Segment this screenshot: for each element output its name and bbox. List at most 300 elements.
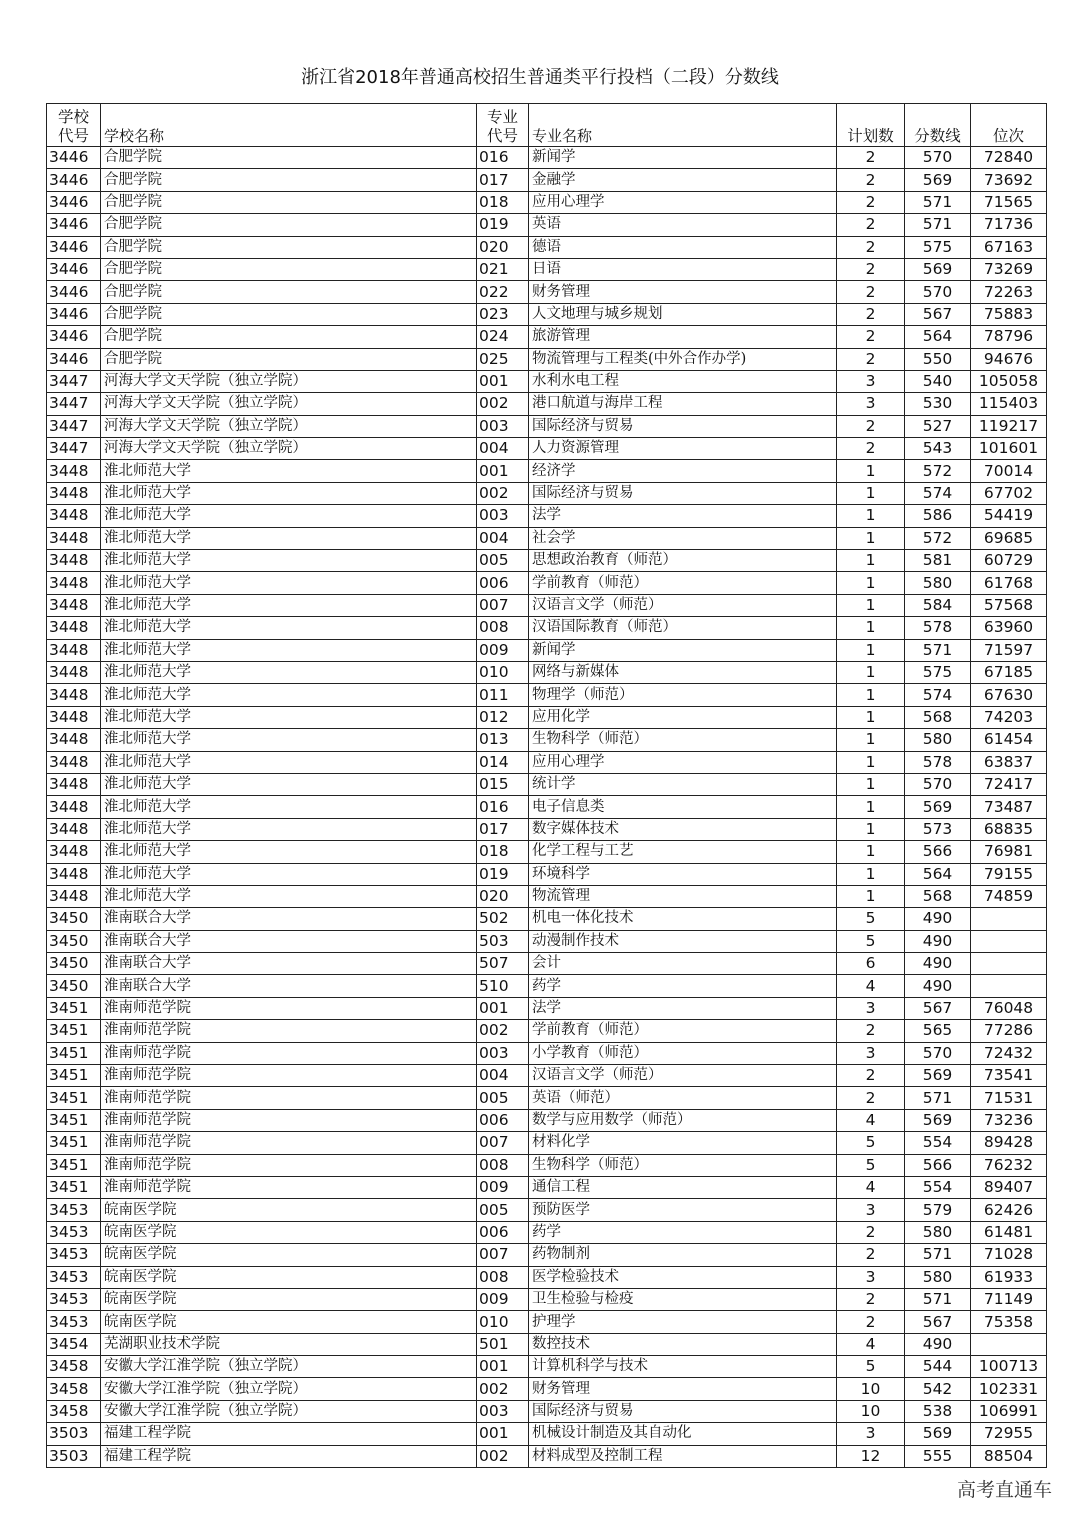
plan-cell: 4 (837, 1176, 905, 1198)
table-row (47, 438, 1047, 460)
plan-cell: 1 (837, 505, 905, 527)
school-code-cell: 3446 (47, 326, 101, 348)
major-code-cell: 012 (477, 706, 529, 728)
major-code-cell: 014 (477, 751, 529, 773)
score-cell: 544 (905, 1356, 971, 1378)
plan-cell: 1 (837, 751, 905, 773)
score-cell: 564 (905, 863, 971, 885)
major-code-cell: 018 (477, 841, 529, 863)
rank-cell: 89428 (971, 1132, 1047, 1154)
table-row (47, 370, 1047, 392)
score-cell: 490 (905, 1333, 971, 1355)
table-row (47, 818, 1047, 840)
table-row (47, 1400, 1047, 1422)
plan-cell: 1 (837, 460, 905, 482)
table-row (47, 393, 1047, 415)
major-name-cell: 水利水电工程 (529, 370, 837, 392)
score-cell: 571 (905, 214, 971, 236)
major-code-cell: 001 (477, 1423, 529, 1445)
table-row (47, 841, 1047, 863)
rank-cell: 76232 (971, 1154, 1047, 1176)
score-cell: 569 (905, 169, 971, 191)
major-name-cell: 护理学 (529, 1311, 837, 1333)
major-name-cell: 人文地理与城乡规划 (529, 303, 837, 325)
rank-cell: 76048 (971, 997, 1047, 1019)
school-code-cell: 3448 (47, 706, 101, 728)
rank-cell: 70014 (971, 460, 1047, 482)
school-name-cell: 淮北师范大学 (101, 550, 477, 572)
school-code-cell: 3453 (47, 1221, 101, 1243)
table-row (47, 639, 1047, 661)
school-name-cell: 淮北师范大学 (101, 661, 477, 683)
rank-cell: 61454 (971, 729, 1047, 751)
major-code-cell: 002 (477, 482, 529, 504)
major-name-cell: 旅游管理 (529, 326, 837, 348)
school-name-cell: 淮南师范学院 (101, 1154, 477, 1176)
major-name-cell: 汉语言文学（师范） (529, 594, 837, 616)
major-code-cell: 001 (477, 997, 529, 1019)
score-cell: 572 (905, 527, 971, 549)
major-name-cell: 机电一体化技术 (529, 908, 837, 930)
score-cell: 565 (905, 1020, 971, 1042)
major-name-cell: 统计学 (529, 773, 837, 795)
major-code-cell: 022 (477, 281, 529, 303)
school-code-cell: 3446 (47, 303, 101, 325)
page-title: 浙江省2018年普通高校招生普通类平行投档（二段）分数线 (301, 67, 779, 88)
major-code-cell: 001 (477, 370, 529, 392)
header-school-code-line1: 学校 (57, 108, 89, 126)
school-name-cell: 合肥学院 (101, 348, 477, 370)
school-code-cell: 3451 (47, 997, 101, 1019)
school-code-cell: 3447 (47, 438, 101, 460)
major-name-cell: 法学 (529, 997, 837, 1019)
major-code-cell: 021 (477, 258, 529, 280)
rank-cell (971, 908, 1047, 930)
score-cell: 571 (905, 1244, 971, 1266)
rank-cell: 71597 (971, 639, 1047, 661)
score-cell: 574 (905, 482, 971, 504)
header-rank: 位次 (971, 104, 1047, 147)
school-code-cell: 3448 (47, 617, 101, 639)
major-code-cell: 015 (477, 773, 529, 795)
score-cell: 530 (905, 393, 971, 415)
rank-cell: 67630 (971, 684, 1047, 706)
major-code-cell: 006 (477, 1221, 529, 1243)
major-code-cell: 011 (477, 684, 529, 706)
score-cell: 543 (905, 438, 971, 460)
rank-cell: 71149 (971, 1288, 1047, 1310)
school-name-cell: 淮北师范大学 (101, 617, 477, 639)
major-code-cell: 002 (477, 393, 529, 415)
score-cell: 567 (905, 997, 971, 1019)
score-cell: 579 (905, 1199, 971, 1221)
rank-cell: 79155 (971, 863, 1047, 885)
school-code-cell: 3453 (47, 1311, 101, 1333)
rank-cell (971, 975, 1047, 997)
major-code-cell: 010 (477, 1311, 529, 1333)
school-name-cell: 淮北师范大学 (101, 773, 477, 795)
major-name-cell: 药学 (529, 1221, 837, 1243)
plan-cell: 2 (837, 281, 905, 303)
table-row (47, 572, 1047, 594)
school-name-cell: 河海大学文天学院（独立学院） (101, 415, 477, 437)
major-code-cell: 003 (477, 415, 529, 437)
table-row (47, 975, 1047, 997)
rank-cell: 106991 (971, 1400, 1047, 1422)
score-cell: 569 (905, 258, 971, 280)
school-name-cell: 淮北师范大学 (101, 729, 477, 751)
rank-cell: 74203 (971, 706, 1047, 728)
score-cell: 569 (905, 1423, 971, 1445)
major-code-cell: 009 (477, 1288, 529, 1310)
table-row (47, 661, 1047, 683)
school-name-cell: 淮北师范大学 (101, 841, 477, 863)
school-name-cell: 合肥学院 (101, 236, 477, 258)
major-name-cell: 通信工程 (529, 1176, 837, 1198)
table-row (47, 773, 1047, 795)
school-name-cell: 合肥学院 (101, 281, 477, 303)
score-cell: 564 (905, 326, 971, 348)
table-row (47, 997, 1047, 1019)
table-row (47, 281, 1047, 303)
table-row (47, 796, 1047, 818)
score-cell: 554 (905, 1176, 971, 1198)
plan-cell: 3 (837, 393, 905, 415)
major-code-cell: 016 (477, 147, 529, 169)
major-name-cell: 材料成型及控制工程 (529, 1445, 837, 1467)
plan-cell: 2 (837, 214, 905, 236)
school-code-cell: 3454 (47, 1333, 101, 1355)
major-name-cell: 生物科学（师范） (529, 1154, 837, 1176)
major-code-cell: 002 (477, 1378, 529, 1400)
major-name-cell: 小学教育（师范） (529, 1042, 837, 1064)
plan-cell: 1 (837, 885, 905, 907)
major-name-cell: 会计 (529, 953, 837, 975)
rank-cell: 89407 (971, 1176, 1047, 1198)
plan-cell: 2 (837, 1020, 905, 1042)
header-major-code-line2: 代号 (486, 127, 518, 145)
score-table (46, 103, 1047, 1468)
rank-cell: 100713 (971, 1356, 1047, 1378)
major-name-cell: 社会学 (529, 527, 837, 549)
major-code-cell: 004 (477, 1065, 529, 1087)
major-name-cell: 药物制剂 (529, 1244, 837, 1266)
major-code-cell: 013 (477, 729, 529, 751)
header-major-name: 专业名称 (529, 104, 837, 147)
major-code-cell: 501 (477, 1333, 529, 1355)
school-code-cell: 3446 (47, 169, 101, 191)
rank-cell: 102331 (971, 1378, 1047, 1400)
plan-cell: 2 (837, 1221, 905, 1243)
major-name-cell: 机械设计制造及其自动化 (529, 1423, 837, 1445)
school-name-cell: 淮北师范大学 (101, 527, 477, 549)
plan-cell: 3 (837, 370, 905, 392)
score-cell: 571 (905, 1087, 971, 1109)
score-cell: 571 (905, 191, 971, 213)
school-name-cell: 淮南联合大学 (101, 930, 477, 952)
table-body (47, 147, 1047, 1468)
major-name-cell: 英语 (529, 214, 837, 236)
table-row (47, 550, 1047, 572)
plan-cell: 2 (837, 1311, 905, 1333)
school-code-cell: 3448 (47, 885, 101, 907)
school-code-cell: 3451 (47, 1109, 101, 1131)
plan-cell: 3 (837, 1042, 905, 1064)
score-cell: 573 (905, 818, 971, 840)
rank-cell: 115403 (971, 393, 1047, 415)
school-name-cell: 合肥学院 (101, 191, 477, 213)
table-row (47, 908, 1047, 930)
school-name-cell: 淮北师范大学 (101, 706, 477, 728)
school-code-cell: 3448 (47, 527, 101, 549)
plan-cell: 1 (837, 706, 905, 728)
plan-cell: 4 (837, 975, 905, 997)
plan-cell: 2 (837, 1288, 905, 1310)
rank-cell: 67702 (971, 482, 1047, 504)
score-cell: 567 (905, 303, 971, 325)
major-name-cell: 汉语国际教育（师范） (529, 617, 837, 639)
plan-cell: 10 (837, 1400, 905, 1422)
score-cell: 540 (905, 370, 971, 392)
table-header-row (47, 104, 1047, 147)
school-name-cell: 淮北师范大学 (101, 639, 477, 661)
major-code-cell: 007 (477, 594, 529, 616)
school-code-cell: 3448 (47, 639, 101, 661)
plan-cell: 1 (837, 639, 905, 661)
major-code-cell: 009 (477, 639, 529, 661)
table-row (47, 684, 1047, 706)
major-code-cell: 503 (477, 930, 529, 952)
school-name-cell: 淮北师范大学 (101, 863, 477, 885)
score-cell: 578 (905, 617, 971, 639)
major-code-cell: 019 (477, 214, 529, 236)
table-row (47, 594, 1047, 616)
major-code-cell: 024 (477, 326, 529, 348)
score-cell: 566 (905, 1154, 971, 1176)
table-row (47, 1221, 1047, 1243)
major-code-cell: 009 (477, 1176, 529, 1198)
score-cell: 580 (905, 572, 971, 594)
major-name-cell: 化学工程与工艺 (529, 841, 837, 863)
school-name-cell: 淮南师范学院 (101, 1087, 477, 1109)
plan-cell: 2 (837, 1244, 905, 1266)
plan-cell: 12 (837, 1445, 905, 1467)
table-row (47, 1378, 1047, 1400)
table-row (47, 236, 1047, 258)
score-cell: 550 (905, 348, 971, 370)
school-name-cell: 淮北师范大学 (101, 460, 477, 482)
school-code-cell: 3446 (47, 191, 101, 213)
major-code-cell: 005 (477, 550, 529, 572)
major-code-cell: 510 (477, 975, 529, 997)
table-row (47, 505, 1047, 527)
school-name-cell: 芜湖职业技术学院 (101, 1333, 477, 1355)
rank-cell: 74859 (971, 885, 1047, 907)
school-code-cell: 3446 (47, 214, 101, 236)
rank-cell (971, 953, 1047, 975)
score-cell: 574 (905, 684, 971, 706)
major-name-cell: 动漫制作技术 (529, 930, 837, 952)
major-name-cell: 预防医学 (529, 1199, 837, 1221)
plan-cell: 5 (837, 1154, 905, 1176)
school-name-cell: 合肥学院 (101, 326, 477, 348)
rank-cell: 75883 (971, 303, 1047, 325)
school-name-cell: 淮北师范大学 (101, 818, 477, 840)
major-name-cell: 网络与新媒体 (529, 661, 837, 683)
school-name-cell: 皖南医学院 (101, 1266, 477, 1288)
plan-cell: 1 (837, 841, 905, 863)
major-code-cell: 004 (477, 527, 529, 549)
school-code-cell: 3458 (47, 1378, 101, 1400)
major-code-cell: 001 (477, 1356, 529, 1378)
rank-cell: 72432 (971, 1042, 1047, 1064)
rank-cell: 72955 (971, 1423, 1047, 1445)
major-code-cell: 017 (477, 818, 529, 840)
school-name-cell: 淮北师范大学 (101, 594, 477, 616)
plan-cell: 1 (837, 661, 905, 683)
major-name-cell: 国际经济与贸易 (529, 482, 837, 504)
major-code-cell: 002 (477, 1445, 529, 1467)
score-cell: 555 (905, 1445, 971, 1467)
school-code-cell: 3446 (47, 236, 101, 258)
plan-cell: 2 (837, 1087, 905, 1109)
major-code-cell: 003 (477, 1042, 529, 1064)
school-code-cell: 3447 (47, 370, 101, 392)
table-row (47, 1087, 1047, 1109)
school-code-cell: 3446 (47, 348, 101, 370)
rank-cell: 60729 (971, 550, 1047, 572)
table-row (47, 930, 1047, 952)
plan-cell: 1 (837, 617, 905, 639)
table-row (47, 1266, 1047, 1288)
table-row (47, 1154, 1047, 1176)
major-code-cell: 005 (477, 1199, 529, 1221)
score-cell: 570 (905, 281, 971, 303)
school-name-cell: 河海大学文天学院（独立学院） (101, 438, 477, 460)
rank-cell: 71565 (971, 191, 1047, 213)
plan-cell: 2 (837, 415, 905, 437)
major-code-cell: 001 (477, 460, 529, 482)
school-code-cell: 3503 (47, 1423, 101, 1445)
school-code-cell: 3453 (47, 1266, 101, 1288)
major-code-cell: 008 (477, 1154, 529, 1176)
major-code-cell: 003 (477, 1400, 529, 1422)
plan-cell: 2 (837, 258, 905, 280)
table-row (47, 415, 1047, 437)
major-name-cell: 药学 (529, 975, 837, 997)
school-name-cell: 淮北师范大学 (101, 751, 477, 773)
plan-cell: 2 (837, 236, 905, 258)
major-code-cell: 008 (477, 1266, 529, 1288)
rank-cell: 67185 (971, 661, 1047, 683)
table-row (47, 1423, 1047, 1445)
plan-cell: 1 (837, 550, 905, 572)
table-row (47, 482, 1047, 504)
plan-cell: 1 (837, 684, 905, 706)
plan-cell: 1 (837, 594, 905, 616)
school-code-cell: 3448 (47, 572, 101, 594)
table-row (47, 1333, 1047, 1355)
major-name-cell: 生物科学（师范） (529, 729, 837, 751)
major-name-cell: 金融学 (529, 169, 837, 191)
score-cell: 567 (905, 1311, 971, 1333)
major-code-cell: 002 (477, 1020, 529, 1042)
rank-cell: 61481 (971, 1221, 1047, 1243)
school-code-cell: 3448 (47, 594, 101, 616)
school-code-cell: 3448 (47, 729, 101, 751)
score-cell: 572 (905, 460, 971, 482)
major-name-cell: 德语 (529, 236, 837, 258)
school-name-cell: 安徽大学江淮学院（独立学院） (101, 1378, 477, 1400)
rank-cell: 75358 (971, 1311, 1047, 1333)
plan-cell: 1 (837, 773, 905, 795)
table-row (47, 1356, 1047, 1378)
school-code-cell: 3448 (47, 751, 101, 773)
rank-cell: 67163 (971, 236, 1047, 258)
school-code-cell: 3450 (47, 953, 101, 975)
school-code-cell: 3448 (47, 550, 101, 572)
school-code-cell: 3447 (47, 393, 101, 415)
major-name-cell: 数学与应用数学（师范） (529, 1109, 837, 1131)
school-code-cell: 3453 (47, 1288, 101, 1310)
rank-cell: 105058 (971, 370, 1047, 392)
school-name-cell: 淮南师范学院 (101, 997, 477, 1019)
plan-cell: 2 (837, 1065, 905, 1087)
table-row (47, 527, 1047, 549)
table-row (47, 953, 1047, 975)
school-name-cell: 安徽大学江淮学院（独立学院） (101, 1400, 477, 1422)
score-cell: 570 (905, 1042, 971, 1064)
school-code-cell: 3453 (47, 1244, 101, 1266)
plan-cell: 1 (837, 572, 905, 594)
major-name-cell: 物理学（师范） (529, 684, 837, 706)
header-school-code-line2: 代号 (57, 127, 89, 145)
plan-cell: 2 (837, 147, 905, 169)
rank-cell: 73541 (971, 1065, 1047, 1087)
table-row (47, 1288, 1047, 1310)
rank-cell: 72263 (971, 281, 1047, 303)
major-name-cell: 思想政治教育（师范） (529, 550, 837, 572)
rank-cell: 88504 (971, 1445, 1047, 1467)
school-code-cell: 3451 (47, 1154, 101, 1176)
school-code-cell: 3446 (47, 147, 101, 169)
major-code-cell: 004 (477, 438, 529, 460)
score-cell: 586 (905, 505, 971, 527)
school-code-cell: 3503 (47, 1445, 101, 1467)
rank-cell: 71028 (971, 1244, 1047, 1266)
major-name-cell: 学前教育（师范） (529, 1020, 837, 1042)
major-name-cell: 人力资源管理 (529, 438, 837, 460)
school-name-cell: 淮北师范大学 (101, 482, 477, 504)
plan-cell: 2 (837, 348, 905, 370)
school-name-cell: 淮南师范学院 (101, 1132, 477, 1154)
rank-cell: 119217 (971, 415, 1047, 437)
table-row (47, 1065, 1047, 1087)
major-name-cell: 英语（师范） (529, 1087, 837, 1109)
rank-cell (971, 930, 1047, 952)
table-row (47, 169, 1047, 191)
rank-cell: 101601 (971, 438, 1047, 460)
table-row (47, 1176, 1047, 1198)
rank-cell: 73236 (971, 1109, 1047, 1131)
plan-cell: 5 (837, 1356, 905, 1378)
major-name-cell: 日语 (529, 258, 837, 280)
major-name-cell: 经济学 (529, 460, 837, 482)
school-code-cell: 3448 (47, 460, 101, 482)
score-cell: 554 (905, 1132, 971, 1154)
school-code-cell: 3453 (47, 1199, 101, 1221)
major-name-cell: 新闻学 (529, 639, 837, 661)
